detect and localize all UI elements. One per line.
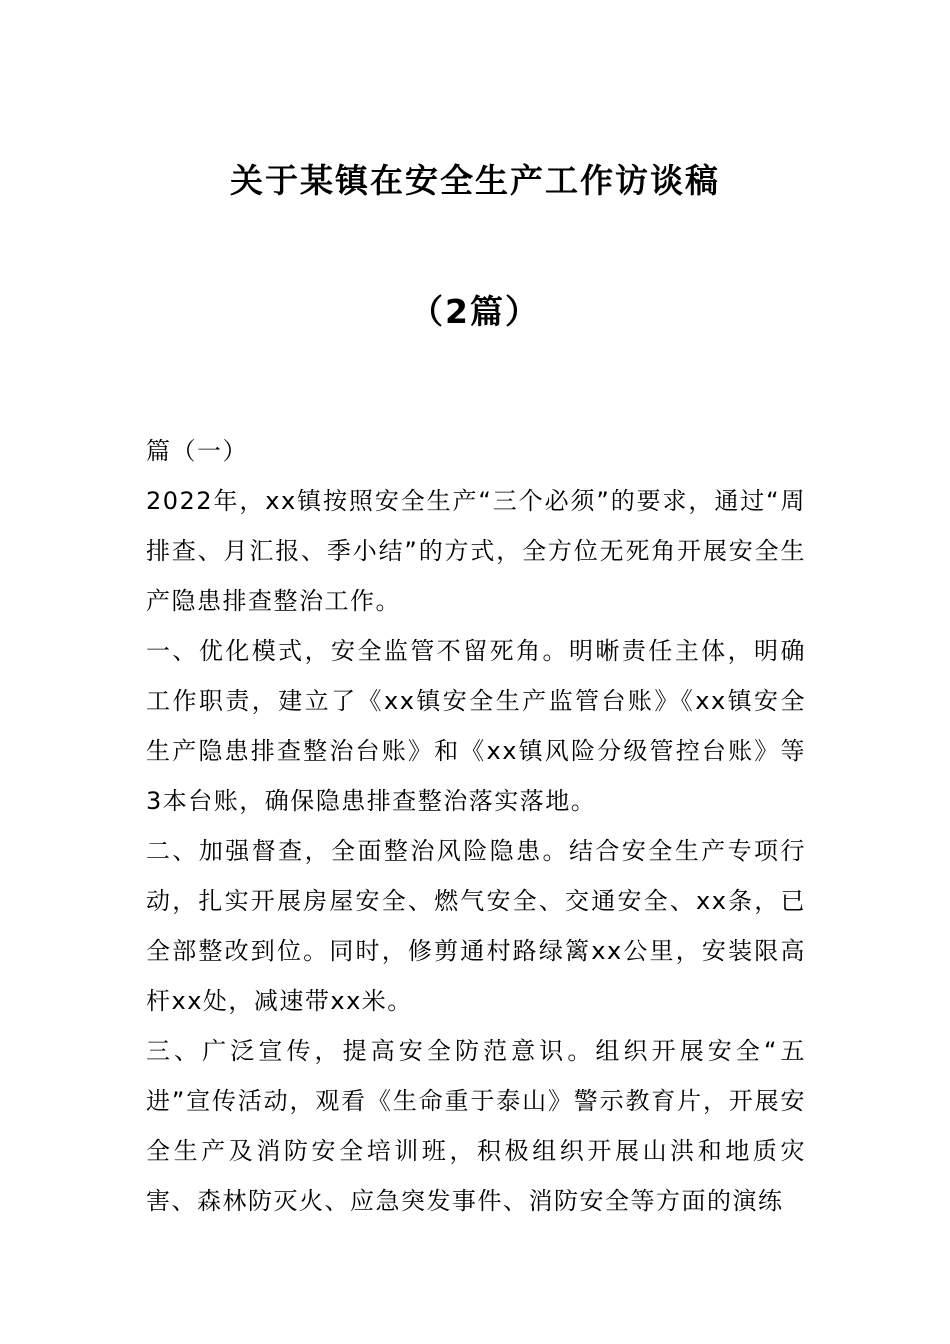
section-heading: 篇（一） xyxy=(146,437,248,465)
paragraph-2: 二、加强督查，全面整治风险隐患。结合安全生产专项行动，扎实开展房屋安全、燃气安全、交通安全、xx条，已全部整改到位。同时，修剪通村路绿篱xx公里，安装限高杆xx处，减速带xx米。 xyxy=(146,837,806,1015)
document-subtitle: （2篇） xyxy=(410,292,540,331)
paragraph-3: 三、广泛宣传，提高安全防范意识。组织开展安全“五进”宣传活动，观看《生命重于泰山》警示教育片，开展安全生产及消防安全培训班，积极组织开展山洪和地质灾害、森林防灭火、应急突发事件、消防安全等方面的演练 xyxy=(146,1037,806,1215)
paragraph-1: 一、优化模式，安全监管不留死角。明晰责任主体，明确工作职责，建立了《xx镇安全生产监管台账》《xx镇安全生产隐患排查整治台账》和《xx镇风险分级管控台账》等3本台账，确保隐患排查整治落实落地。 xyxy=(146,637,806,815)
document-body xyxy=(146,426,806,1226)
paragraph-intro: 2022年，xx镇按照安全生产“三个必须”的要求，通过“周排查、月汇报、季小结”的方式，全方位无死角开展安全生产隐患排查整治工作。 xyxy=(146,487,806,615)
document-title: 关于某镇在安全生产工作访谈稿 xyxy=(230,161,720,200)
